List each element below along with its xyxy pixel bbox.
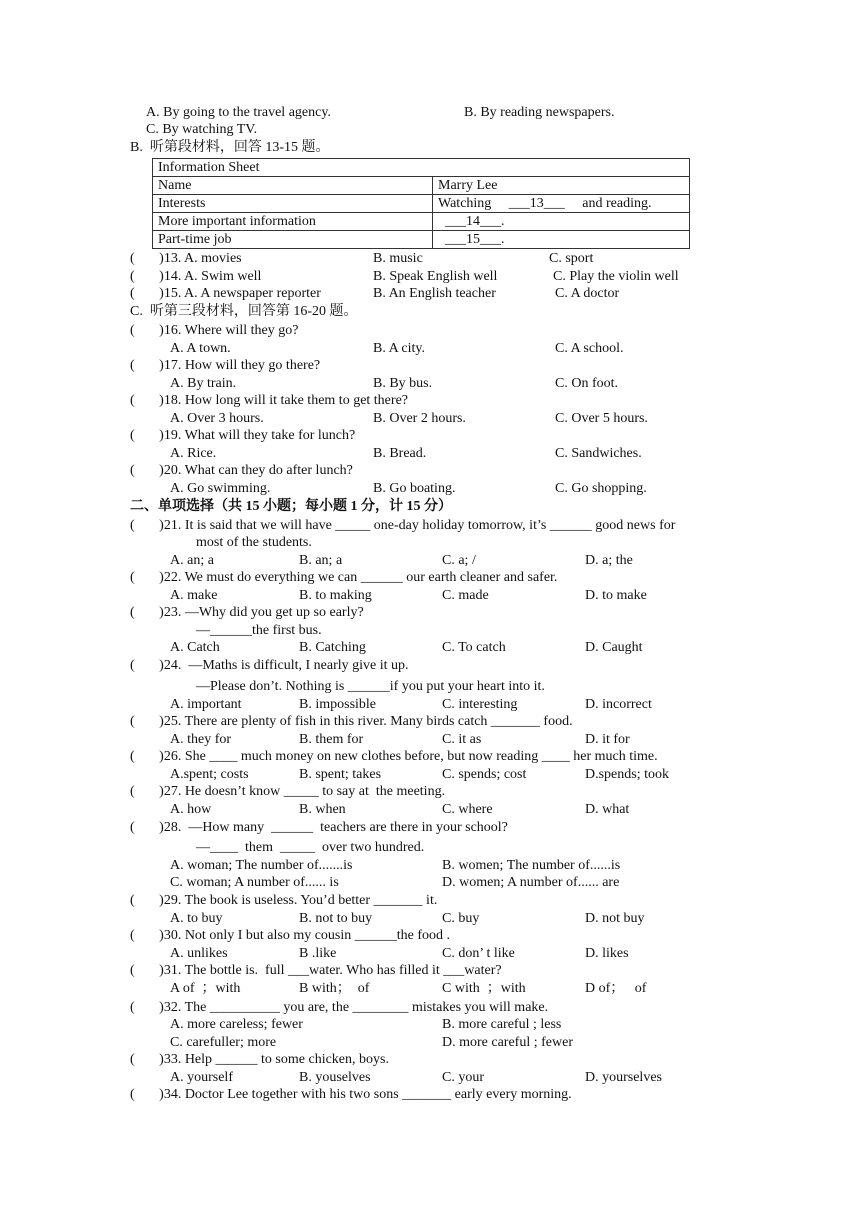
q18-option-b: B. Over 2 hours. xyxy=(373,411,466,426)
q21-stem: ( )21. It is said that we will have _____ one-day holiday tomorrow, it’s ______ good news for xyxy=(130,518,676,533)
q19-option-b: B. Bread. xyxy=(373,446,427,461)
q15-option-b: B. An English teacher xyxy=(373,286,496,301)
q28-option-a: A. woman; The number of.......is xyxy=(170,858,353,873)
q25-option-c: C. it as xyxy=(442,732,482,747)
table-value: ___15___. xyxy=(433,231,690,249)
q18-option-a: A. Over 3 hours. xyxy=(170,411,264,426)
q18-stem: ( )18. How long will it take them to get there? xyxy=(130,393,408,408)
q21-option-b: B. an; a xyxy=(299,553,343,568)
q22-option-a: A. make xyxy=(170,588,218,603)
q23-option-d: D. Caught xyxy=(585,640,643,655)
q21-option-d: D. a; the xyxy=(585,553,633,568)
q20-option-a: A. Go swimming. xyxy=(170,481,271,496)
q12-option-c: C. By watching TV. xyxy=(146,122,258,137)
q20-stem: ( )20. What can they do after lunch? xyxy=(130,463,353,478)
section-2-heading: 二、单项选择（共 15 小题；每小题 1 分，计 15 分） xyxy=(130,499,452,514)
q30-stem: ( )30. Not only I but also my cousin ______the food . xyxy=(130,928,451,943)
q22-option-b: B. to making xyxy=(299,588,372,603)
q27-option-d: D. what xyxy=(585,802,630,817)
q32-option-a: A. more careless; fewer xyxy=(170,1017,303,1032)
q31-option-c: C with ；with xyxy=(442,981,526,996)
q25-stem: ( )25. There are plenty of fish in this river. Many birds catch _______ food. xyxy=(130,714,573,729)
q31-option-d: D of； of xyxy=(585,981,647,996)
q33-option-d: D. yourselves xyxy=(585,1070,662,1085)
q19-option-a: A. Rice. xyxy=(170,446,217,461)
q13-stem: ( )13. A. movies xyxy=(130,251,242,266)
q23-stem-cont: —______the first bus. xyxy=(196,623,322,638)
q24-stem-cont: —Please don’t. Nothing is ______if you put your heart into it. xyxy=(196,679,545,694)
q23-option-a: A. Catch xyxy=(170,640,220,655)
q27-stem: ( )27. He doesn’t know _____ to say at the meeting. xyxy=(130,784,446,799)
q19-stem: ( )19. What will they take for lunch? xyxy=(130,428,356,443)
q20-option-c: C. Go shopping. xyxy=(555,481,647,496)
q26-option-c: C. spends; cost xyxy=(442,767,527,782)
q16-option-a: A. A town. xyxy=(170,341,231,356)
q23-stem: ( )23. —Why did you get up so early? xyxy=(130,605,364,620)
q27-option-c: C. where xyxy=(442,802,493,817)
q15-option-c: C. A doctor xyxy=(555,286,620,301)
q12-option-b: B. By reading newspapers. xyxy=(464,105,615,120)
q16-option-b: B. A city. xyxy=(373,341,425,356)
section-c-heading: C. 听第三段材料，回答第 16-20 题。 xyxy=(130,304,358,319)
q24-option-b: B. impossible xyxy=(299,697,377,712)
q28-option-b: B. women; The number of......is xyxy=(442,858,621,873)
q25-option-a: A. they for xyxy=(170,732,232,747)
q31-option-b: B with； of xyxy=(299,981,370,996)
q22-stem: ( )22. We must do everything we can ______ our earth cleaner and safer. xyxy=(130,570,558,585)
q16-option-c: C. A school. xyxy=(555,341,624,356)
q26-stem: ( )26. She ____ much money on new clothes before, but now reading ____ her much time. xyxy=(130,749,658,764)
q33-option-a: A. yourself xyxy=(170,1070,233,1085)
q24-option-d: D. incorrect xyxy=(585,697,652,712)
q27-option-b: B. when xyxy=(299,802,346,817)
q26-option-d: D.spends; took xyxy=(585,767,669,782)
q25-option-d: D. it for xyxy=(585,732,630,747)
table-row xyxy=(153,195,690,213)
q13-option-c: C. sport xyxy=(549,251,594,266)
table-row xyxy=(153,231,690,249)
table-row xyxy=(153,213,690,231)
table-key: More important information xyxy=(153,213,433,231)
q22-option-d: D. to make xyxy=(585,588,647,603)
q30-option-b: B .like xyxy=(299,946,337,961)
q16-stem: ( )16. Where will they go? xyxy=(130,323,299,338)
q23-option-c: C. To catch xyxy=(442,640,506,655)
q17-option-b: B. By bus. xyxy=(373,376,433,391)
q32-option-b: B. more careful ; less xyxy=(442,1017,562,1032)
information-sheet-table xyxy=(152,158,690,249)
q28-stem: ( )28. —How many ______ teachers are there in your school? xyxy=(130,820,508,835)
q29-option-b: B. not to buy xyxy=(299,911,373,926)
q28-option-c: C. woman; A number of...... is xyxy=(170,875,339,890)
q20-option-b: B. Go boating. xyxy=(373,481,456,496)
q24-option-a: A. important xyxy=(170,697,242,712)
q34-stem: ( )34. Doctor Lee together with his two sons _______ early every morning. xyxy=(130,1087,572,1102)
q32-option-d: D. more careful ; fewer xyxy=(442,1035,573,1050)
table-title: Information Sheet xyxy=(153,159,690,177)
q18-option-c: C. Over 5 hours. xyxy=(555,411,648,426)
q24-option-c: C. interesting xyxy=(442,697,518,712)
q30-option-d: D. likes xyxy=(585,946,629,961)
q17-option-c: C. On foot. xyxy=(555,376,618,391)
q28-stem-cont: —____ them _____ over two hundred. xyxy=(196,840,425,855)
q24-stem: ( )24. —Maths is difficult, I nearly give it up. xyxy=(130,658,409,673)
q29-option-a: A. to buy xyxy=(170,911,223,926)
q19-option-c: C. Sandwiches. xyxy=(555,446,642,461)
q17-stem: ( )17. How will they go there? xyxy=(130,358,321,373)
q28-option-d: D. women; A number of...... are xyxy=(442,875,620,890)
q15-stem: ( )15. A. A newspaper reporter xyxy=(130,286,321,301)
q14-stem: ( )14. A. Swim well xyxy=(130,269,262,284)
q27-option-a: A. how xyxy=(170,802,212,817)
q32-option-c: C. carefuller; more xyxy=(170,1035,277,1050)
table-key: Part-time job xyxy=(153,231,433,249)
table-value: Marry Lee xyxy=(433,177,690,195)
q12-option-a: A. By going to the travel agency. xyxy=(146,105,331,120)
q30-option-a: A. unlikes xyxy=(170,946,228,961)
q31-option-a: A of ；with xyxy=(170,981,241,996)
q29-stem: ( )29. The book is useless. You’d better _______ it. xyxy=(130,893,438,908)
table-row xyxy=(153,177,690,195)
q22-option-c: C. made xyxy=(442,588,489,603)
q31-stem: ( )31. The bottle is. full ___water. Who has filled it ___water? xyxy=(130,963,502,978)
q13-option-b: B. music xyxy=(373,251,423,266)
q33-option-c: C. your xyxy=(442,1070,484,1085)
q33-option-b: B. youselves xyxy=(299,1070,371,1085)
section-b-heading: B. 听第段材料，回答 13-15 题。 xyxy=(130,140,330,155)
q29-option-c: C. buy xyxy=(442,911,480,926)
q21-stem-cont: most of the students. xyxy=(196,535,312,550)
q14-option-c: C. Play the violin well xyxy=(553,269,679,284)
q14-option-b: B. Speak English well xyxy=(373,269,498,284)
q23-option-b: B. Catching xyxy=(299,640,366,655)
q32-stem: ( )32. The __________ you are, the ________ mistakes you will make. xyxy=(130,1000,549,1015)
q17-option-a: A. By train. xyxy=(170,376,237,391)
q21-option-c: C. a; / xyxy=(442,553,476,568)
q26-option-b: B. spent; takes xyxy=(299,767,382,782)
table-key: Name xyxy=(153,177,433,195)
q25-option-b: B. them for xyxy=(299,732,364,747)
q33-stem: ( )33. Help ______ to some chicken, boys. xyxy=(130,1052,389,1067)
table-value: Watching ___13___ and reading. xyxy=(433,195,690,213)
table-key: Interests xyxy=(153,195,433,213)
q29-option-d: D. not buy xyxy=(585,911,645,926)
q26-option-a: A.spent; costs xyxy=(170,767,249,782)
q30-option-c: C. don’ t like xyxy=(442,946,515,961)
q21-option-a: A. an; a xyxy=(170,553,214,568)
table-value: ___14___. xyxy=(433,213,690,231)
